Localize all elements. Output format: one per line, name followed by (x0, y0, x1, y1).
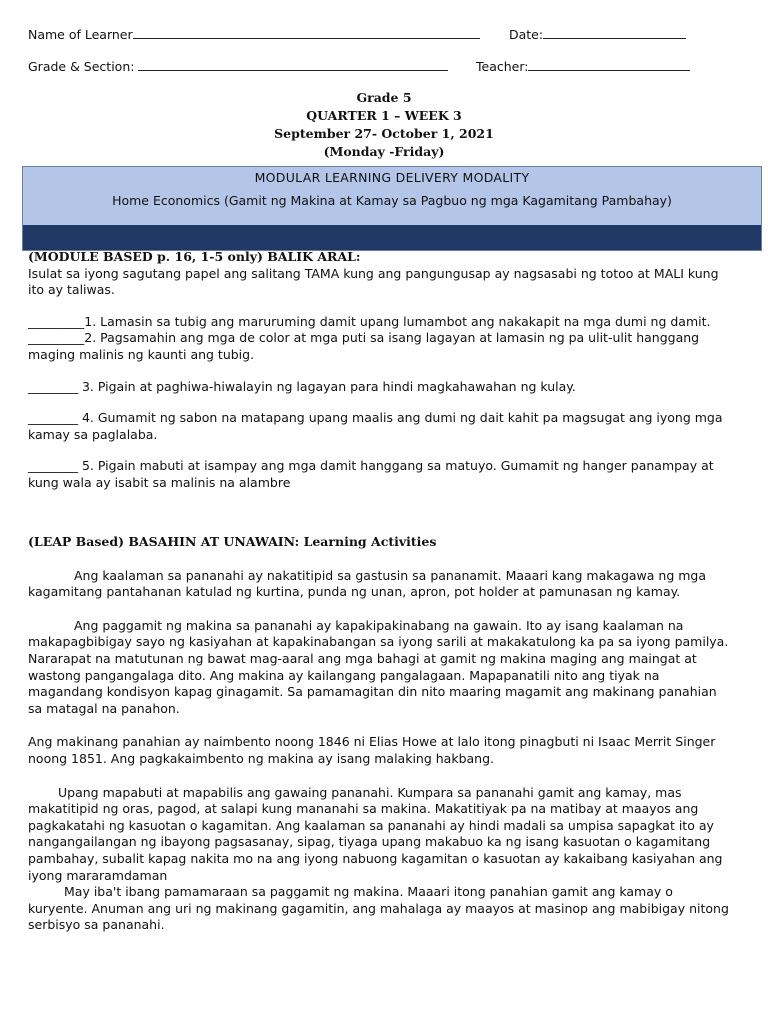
grade-section-label: Grade & Section: (28, 59, 135, 74)
banner-top (23, 167, 761, 225)
days-range: (Monday -Friday) (323, 144, 445, 159)
modality-label: MODULAR LEARNING DELIVERY MODALITY (254, 170, 530, 185)
review-item-1: _________1. Lamasin sa tubig ang maruruming damit upang lumambot ang nakakapit na mga dumi ng damit. (28, 313, 711, 329)
review-item-2: _________2. Pagsamahin ang mga de color at mga puti sa isang lagayan at lamasin ng pa ulit-ulit hanggang maging malinis ng kaunti ang tubig. (28, 330, 700, 362)
grade-title: Grade 5 (356, 90, 412, 105)
date-label: Date: (509, 27, 544, 42)
title-block (0, 89, 768, 161)
name-blank[interactable] (133, 26, 480, 39)
teacher-blank[interactable] (528, 58, 690, 71)
teacher-field[interactable] (476, 58, 690, 74)
review-item-3: ________ 3. Pigain at paghiwa-hiwalayin ng lagayan para hindi magkahawahan ng kulay. (28, 378, 576, 394)
reading-paragraph-4: Upang mapabuti at mapabilis ang gawaing pananahi. Kumpara sa pananahi gamit ang kamay, mas makatitipid ng oras, pagod, at salapi kung mananahi sa makina. Makatitiyak pa na matibay at maayos ang pagkakatahi ng kasuotan o kagamitan. Ang kaalaman sa pananahi ay hindi madali sa umpisa sapagkat ito ay nangangailangan ng ibayong pagsasanay, sipag, tiyaga upang makabuo ka ng isang kasuotan o kagamitang pambahay, subalit kapag nakita mo na ang iyong nabuong kagamitan o kasuotan ay kakaibang kasiyahan ang iyong mararamdaman (28, 784, 723, 883)
date-range: September 27- October 1, 2021 (274, 126, 494, 141)
date-field[interactable] (509, 26, 686, 42)
review-heading: (MODULE BASED p. 16, 1-5 only) BALIK ARAL: (28, 249, 361, 264)
review-item-5: ________ 5. Pigain mabuti at isampay ang mga damit hanggang sa matuyo. Gumamit ng hanger panampay at kung wala ay isabit sa malinis na alambre (28, 458, 714, 490)
quarter-title: QUARTER 1 – WEEK 3 (306, 108, 462, 123)
reading-paragraph-2: Ang paggamit ng makina sa pananahi ay kapakipakinabang na gawain. Ito ay isang kaalaman na makapagbibigay sayo ng kasiyahan at kapakinabangan sa iyong sarili at makakatulong ka pa sa iyong pamilya. Nararapat na matutunan ng bawat mag-aaral ang mga bahagi at gamit ng makina maging ang maingat at wastong pangangalaga dito. Ang makina ay kailangang pangalagaan. Mapapanatili nito ang tiyak na magandang kondisyon kapag ginagamit. Sa pamamagitan din nito maaring magamit ang makinang panahian sa matagal na panahon. (28, 617, 729, 716)
banner-bar (23, 225, 761, 250)
review-instruction: Isulat sa iyong sagutang papel ang salitang TAMA kung ang pangungusap ay nagsasabi ng totoo at MALI kung ito ay taliwas. (28, 265, 719, 298)
reading-heading: (LEAP Based) BASAHIN AT UNAWAIN: Learning Activities (28, 534, 437, 549)
grade-section-blank[interactable] (138, 58, 448, 71)
reading-paragraph-5: May iba't ibang pamamaraan sa paggamit ng makina. Maaari itong panahian gamit ang kamay o kuryente. Anuman ang uri ng makinang gagamitin, ang mahalaga ay maayos at masinop ang mabibigay nitong serbisyo sa pananahi. (28, 884, 729, 933)
subject-label: Home Economics (Gamit ng Makina at Kamay sa Pagbuo ng mga Kagamitang Pambahay) (112, 193, 672, 208)
name-label: Name of Learner (28, 27, 133, 42)
review-section (28, 249, 730, 492)
modality-banner (22, 166, 762, 251)
review-item-4: ________ 4. Gumamit ng sabon na matapang upang maalis ang dumi ng dait kahit pa magsugat ang iyong mga kamay sa paglalaba. (28, 410, 723, 442)
date-blank[interactable] (543, 26, 686, 39)
grade-section-field[interactable] (28, 58, 448, 74)
teacher-label: Teacher: (476, 59, 529, 74)
reading-paragraph-3: Ang makinang panahian ay naimbento noong 1846 ni Elias Howe at lalo itong pinagbuti ni Isaac Merrit Singer noong 1851. Ang pagkakaimbento ng makina ay isang malaking hakbang. (28, 734, 716, 766)
reading-section (28, 534, 730, 934)
reading-paragraph-1: Ang kaalaman sa pananahi ay nakatitipid sa gastusin sa pananamit. Maaari kang makagawa ng mga kagamitang pantahanan katulad ng kurtina, punda ng unan, apron, pot holder at pamunasan ng kamay. (28, 567, 707, 600)
name-field[interactable] (28, 26, 480, 42)
